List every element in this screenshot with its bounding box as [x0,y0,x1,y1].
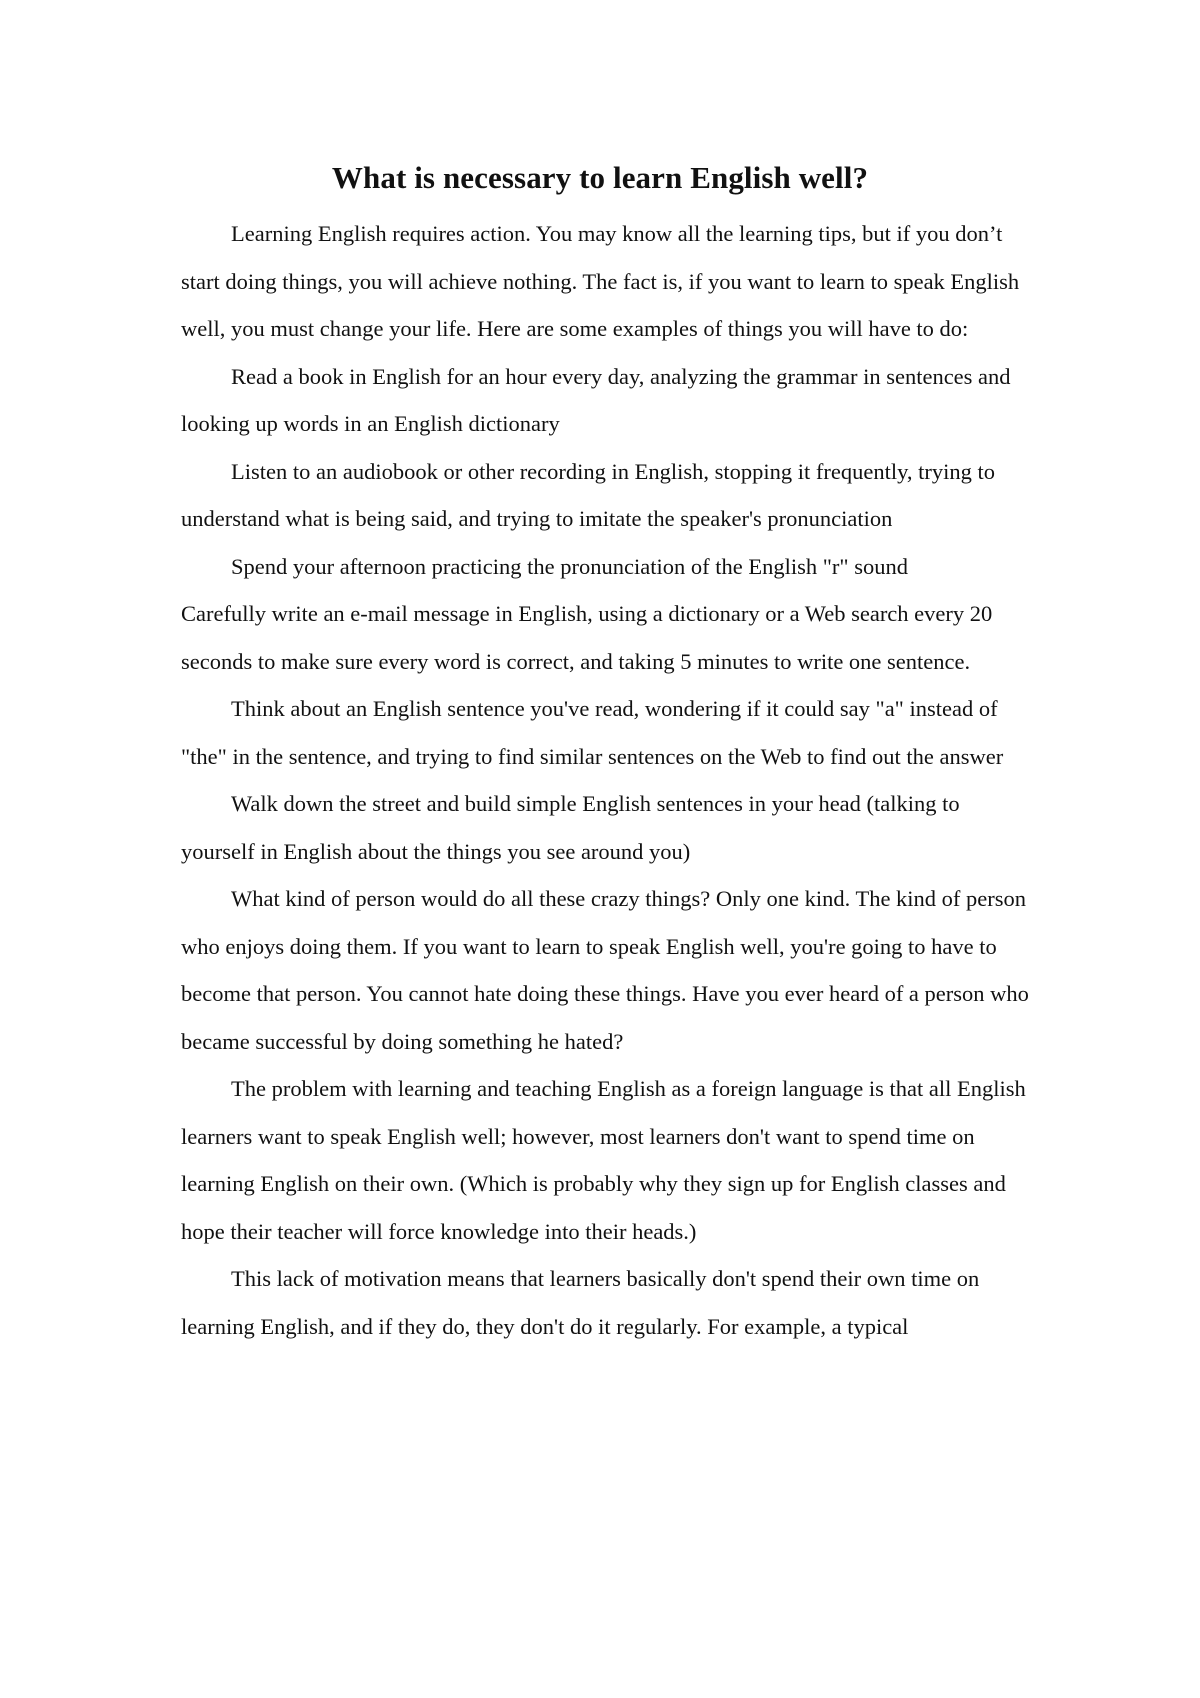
paragraph-pronunciation: Spend your afternoon practicing the pronunciation of the English "r" sound [231,553,908,579]
paragraph-what-kind-of-person: What kind of person would do all these crazy things? Only one kind. The kind of person who enjoys doing them. If you want to learn to speak English well, you're going to have to become that person. You cannot hate doing these things. Have you ever heard of a person who became successful by doing something he hated? [181,886,1029,1054]
paragraph-read-book: Read a book in English for an hour every day, analyzing the grammar in sentences and looking up words in an English dictionary [181,363,1011,436]
document-body [181,210,1031,1350]
paragraph-problem-learning: The problem with learning and teaching English as a foreign language is that all English learners want to speak English well; however, most learners don't want to spend time on learning English on their own. (Which is probably why they sign up for English classes and hope their teacher will force knowledge into their heads.) [181,1076,1026,1244]
paragraph-think-sentence: Think about an English sentence you've read, wondering if it could say "a" instead of "the" in the sentence, and trying to find similar sentences on the Web to find out the answer [181,696,1004,769]
paragraph-walk-street: Walk down the street and build simple English sentences in your head (talking to yourself in English about the things you see around you) [181,791,960,864]
paragraph-write-email: Carefully write an e-mail message in English, using a dictionary or a Web search every 20 seconds to make sure every word is correct, and taking 5 minutes to write one sentence. [181,601,993,674]
paragraph-listen-audiobook: Listen to an audiobook or other recording in English, stopping it frequently, trying to understand what is being said, and trying to imitate the speaker's pronunciation [181,458,996,531]
page-title: What is necessary to learn English well? [331,160,869,195]
paragraph-intro: Learning English requires action. You may know all the learning tips, but if you don’t start doing things, you will achieve nothing. The fact is, if you want to learn to speak English well, you must change your life. Here are some examples of things you will have to do: [181,221,1020,341]
paragraph-lack-of-motivation: This lack of motivation means that learners basically don't spend their own time on learning English, and if they do, they don't do it regularly. For example, a typical [181,1266,980,1339]
